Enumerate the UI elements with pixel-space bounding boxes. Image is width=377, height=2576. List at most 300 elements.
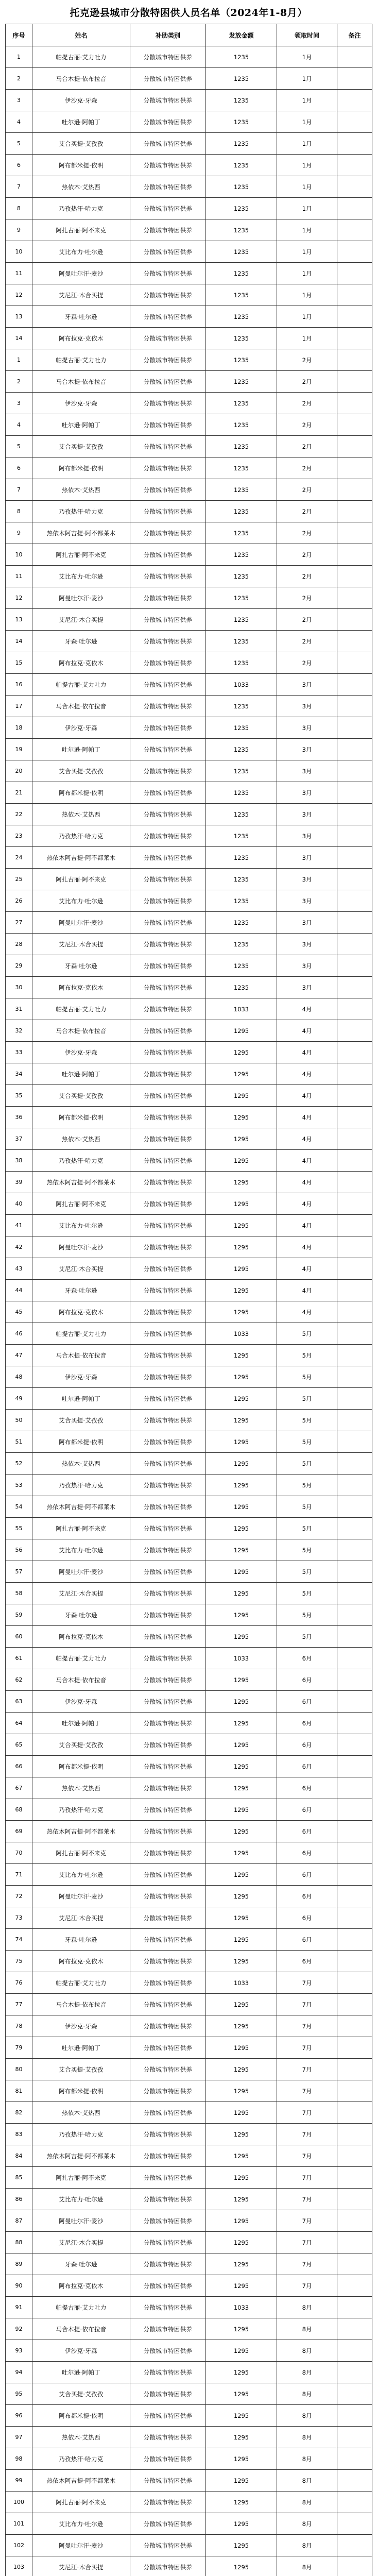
cell-remark <box>337 371 372 393</box>
cell-name: 热依木阿吉提·阿不都莱木 <box>32 2145 130 2167</box>
cell-index: 89 <box>6 2253 32 2275</box>
cell-name: 吐尔逊·阿帕丁 <box>32 1388 130 1410</box>
cell-index: 2 <box>6 68 32 90</box>
cell-month: 1月 <box>277 241 337 263</box>
table-row <box>6 2340 372 2362</box>
cell-index: 50 <box>6 1410 32 1431</box>
cell-name: 艾尼江·木合买提 <box>32 1258 130 1280</box>
cell-category: 分散城市特困供养 <box>130 1756 206 1777</box>
cell-name: 艾合买提·艾孜孜 <box>32 2059 130 2080</box>
cell-month: 8月 <box>277 2318 337 2340</box>
cell-index: 77 <box>6 1994 32 2015</box>
table-row <box>6 544 372 566</box>
cell-name: 马合木提·依布拉音 <box>32 1994 130 2015</box>
cell-index: 90 <box>6 2275 32 2297</box>
cell-remark <box>337 1756 372 1777</box>
cell-month: 6月 <box>277 1929 337 1951</box>
table-row <box>6 1193 372 1215</box>
cell-remark <box>337 717 372 739</box>
cell-index: 51 <box>6 1431 32 1453</box>
table-row <box>6 371 372 393</box>
cell-month: 7月 <box>277 2275 337 2297</box>
cell-remark <box>337 1864 372 1886</box>
cell-month: 2月 <box>277 457 337 479</box>
cell-remark <box>337 263 372 284</box>
cell-amount: 1295 <box>206 2037 277 2059</box>
table-row <box>6 2405 372 2427</box>
cell-name: 阿布拉克·克依木 <box>32 2275 130 2297</box>
cell-index: 65 <box>6 1734 32 1756</box>
table-row <box>6 1626 372 1648</box>
cell-remark <box>337 133 372 155</box>
cell-remark <box>337 587 372 609</box>
cell-amount: 1295 <box>206 1777 277 1799</box>
cell-amount: 1295 <box>206 2059 277 2080</box>
cell-category: 分散城市特困供养 <box>130 263 206 284</box>
cell-index: 63 <box>6 1691 32 1713</box>
cell-month: 2月 <box>277 609 337 631</box>
cell-index: 17 <box>6 696 32 717</box>
cell-month: 5月 <box>277 1323 337 1345</box>
cell-category: 分散城市特困供养 <box>130 522 206 544</box>
table-body <box>6 46 372 2576</box>
cell-name: 马合木提·依布拉音 <box>32 1020 130 1042</box>
cell-remark <box>337 306 372 328</box>
table-row <box>6 1280 372 1301</box>
cell-name: 艾比布力·吐尔逊 <box>32 890 130 912</box>
cell-remark <box>337 804 372 825</box>
cell-index: 29 <box>6 955 32 977</box>
table-row <box>6 566 372 587</box>
cell-month: 6月 <box>277 1669 337 1691</box>
cell-index: 68 <box>6 1799 32 1821</box>
cell-index: 7 <box>6 176 32 198</box>
cell-month: 4月 <box>277 1215 337 1236</box>
cell-index: 4 <box>6 414 32 436</box>
table-row <box>6 652 372 674</box>
cell-category: 分散城市特困供养 <box>130 1604 206 1626</box>
cell-amount: 1295 <box>206 2275 277 2297</box>
cell-remark <box>337 479 372 501</box>
cell-name: 阿扎古丽·阿不来克 <box>32 1518 130 1539</box>
table-row <box>6 825 372 847</box>
cell-name: 帕提古丽·艾力吐力 <box>32 46 130 68</box>
cell-amount: 1295 <box>206 2015 277 2037</box>
cell-category: 分散城市特困供养 <box>130 1691 206 1713</box>
cell-remark <box>337 631 372 652</box>
cell-name: 艾尼江·木合买提 <box>32 2556 130 2576</box>
cell-category: 分散城市特困供养 <box>130 1951 206 1972</box>
cell-remark <box>337 1907 372 1929</box>
cell-name: 阿布拉克·克依木 <box>32 977 130 998</box>
cell-index: 15 <box>6 652 32 674</box>
cell-index: 11 <box>6 566 32 587</box>
cell-index: 101 <box>6 2513 32 2535</box>
cell-month: 8月 <box>277 2405 337 2427</box>
cell-amount: 1295 <box>206 2080 277 2102</box>
table-row <box>6 46 372 68</box>
cell-amount: 1295 <box>206 1128 277 1150</box>
table-row <box>6 1842 372 1864</box>
table-row <box>6 1539 372 1561</box>
cell-amount: 1235 <box>206 263 277 284</box>
cell-remark <box>337 1648 372 1669</box>
cell-month: 4月 <box>277 1301 337 1323</box>
cell-remark <box>337 1301 372 1323</box>
cell-remark <box>337 1085 372 1107</box>
table-row <box>6 2145 372 2167</box>
cell-month: 2月 <box>277 587 337 609</box>
cell-category: 分散城市特困供养 <box>130 2470 206 2492</box>
cell-category: 分散城市特困供养 <box>130 2535 206 2556</box>
table-row <box>6 1301 372 1323</box>
cell-index: 20 <box>6 760 32 782</box>
cell-index: 27 <box>6 912 32 934</box>
cell-amount: 1033 <box>206 1648 277 1669</box>
cell-name: 艾合买提·艾孜孜 <box>32 1085 130 1107</box>
cell-category: 分散城市特困供养 <box>130 1258 206 1280</box>
cell-amount: 1295 <box>206 1150 277 1172</box>
cell-index: 5 <box>6 436 32 457</box>
column-header-category: 补助类别 <box>130 24 206 46</box>
cell-name: 乃孜热汗·哈力克 <box>32 198 130 219</box>
table-row <box>6 696 372 717</box>
cell-name: 热依木阿吉提·阿不都莱木 <box>32 2470 130 2492</box>
cell-name: 阿曼吐尔汗·麦沙 <box>32 2210 130 2232</box>
cell-index: 67 <box>6 1777 32 1799</box>
cell-index: 33 <box>6 1042 32 1063</box>
cell-index: 71 <box>6 1864 32 1886</box>
cell-category: 分散城市特困供养 <box>130 349 206 371</box>
cell-category: 分散城市特困供养 <box>130 652 206 674</box>
cell-amount: 1295 <box>206 1215 277 1236</box>
cell-name: 阿布拉克·克依木 <box>32 1626 130 1648</box>
cell-category: 分散城市特困供养 <box>130 1388 206 1410</box>
cell-amount: 1295 <box>206 1258 277 1280</box>
cell-remark <box>337 2383 372 2405</box>
cell-month: 5月 <box>277 1475 337 1496</box>
cell-category: 分散城市特困供养 <box>130 1842 206 1864</box>
cell-amount: 1235 <box>206 90 277 111</box>
table-row <box>6 1518 372 1539</box>
cell-category: 分散城市特困供养 <box>130 2405 206 2427</box>
table-row <box>6 1107 372 1128</box>
cell-remark <box>337 1842 372 1864</box>
table-row <box>6 2275 372 2297</box>
cell-index: 13 <box>6 609 32 631</box>
table-row <box>6 1323 372 1345</box>
cell-amount: 1235 <box>206 457 277 479</box>
cell-category: 分散城市特困供养 <box>130 155 206 176</box>
cell-remark <box>337 1063 372 1085</box>
cell-index: 49 <box>6 1388 32 1410</box>
cell-index: 98 <box>6 2448 32 2470</box>
cell-month: 4月 <box>277 1236 337 1258</box>
cell-category: 分散城市特困供养 <box>130 1063 206 1085</box>
cell-name: 伊沙克·牙森 <box>32 1042 130 1063</box>
table-row <box>6 717 372 739</box>
cell-month: 3月 <box>277 955 337 977</box>
cell-month: 2月 <box>277 436 337 457</box>
table-row <box>6 674 372 696</box>
cell-category: 分散城市特困供养 <box>130 241 206 263</box>
cell-remark <box>337 1150 372 1172</box>
cell-remark <box>337 1994 372 2015</box>
cell-name: 艾合买提·艾孜孜 <box>32 436 130 457</box>
cell-name: 阿扎古丽·阿不来克 <box>32 219 130 241</box>
table-row <box>6 1886 372 1907</box>
cell-amount: 1295 <box>206 2253 277 2275</box>
cell-amount: 1033 <box>206 674 277 696</box>
cell-category: 分散城市特困供养 <box>130 1280 206 1301</box>
table-row <box>6 241 372 263</box>
table-row <box>6 782 372 804</box>
cell-amount: 1295 <box>206 1583 277 1604</box>
table-row <box>6 1215 372 1236</box>
cell-amount: 1295 <box>206 1713 277 1734</box>
cell-name: 帕提古丽·艾力吐力 <box>32 1648 130 1669</box>
cell-month: 2月 <box>277 349 337 371</box>
cell-amount: 1295 <box>206 2102 277 2124</box>
cell-category: 分散城市特困供养 <box>130 501 206 522</box>
cell-amount: 1295 <box>206 1799 277 1821</box>
cell-remark <box>337 2427 372 2448</box>
cell-amount: 1235 <box>206 371 277 393</box>
cell-remark <box>337 544 372 566</box>
cell-index: 26 <box>6 890 32 912</box>
cell-category: 分散城市特困供养 <box>130 1929 206 1951</box>
cell-name: 阿布都米提·依明 <box>32 155 130 176</box>
cell-month: 2月 <box>277 393 337 414</box>
cell-index: 6 <box>6 155 32 176</box>
cell-name: 阿曼吐尔汗·麦沙 <box>32 1236 130 1258</box>
cell-remark <box>337 2405 372 2427</box>
cell-index: 86 <box>6 2189 32 2210</box>
table-row <box>6 436 372 457</box>
table-row <box>6 2297 372 2318</box>
cell-name: 阿扎古丽·阿不来克 <box>32 1193 130 1215</box>
cell-month: 7月 <box>277 2145 337 2167</box>
column-header-month: 领取时间 <box>277 24 337 46</box>
cell-index: 52 <box>6 1453 32 1475</box>
cell-remark <box>337 111 372 133</box>
cell-month: 3月 <box>277 696 337 717</box>
cell-amount: 1235 <box>206 219 277 241</box>
cell-name: 伊沙克·牙森 <box>32 393 130 414</box>
cell-amount: 1295 <box>206 1539 277 1561</box>
cell-name: 艾比布力·吐尔逊 <box>32 241 130 263</box>
cell-remark <box>337 284 372 306</box>
cell-category: 分散城市特困供养 <box>130 1085 206 1107</box>
cell-month: 7月 <box>277 2253 337 2275</box>
cell-remark <box>337 1453 372 1475</box>
column-header-name: 姓名 <box>32 24 130 46</box>
cell-remark <box>337 1734 372 1756</box>
cell-month: 1月 <box>277 284 337 306</box>
cell-name: 马合木提·依布拉音 <box>32 2318 130 2340</box>
table-row <box>6 1496 372 1518</box>
cell-month: 5月 <box>277 1410 337 1431</box>
cell-category: 分散城市特困供养 <box>130 782 206 804</box>
table-row <box>6 1063 372 1085</box>
cell-index: 95 <box>6 2383 32 2405</box>
cell-month: 7月 <box>277 1972 337 1994</box>
cell-remark <box>337 1626 372 1648</box>
cell-amount: 1235 <box>206 176 277 198</box>
cell-name: 阿布都米提·依明 <box>32 2080 130 2102</box>
cell-remark <box>337 2124 372 2145</box>
table-row <box>6 306 372 328</box>
cell-name: 热依木·艾热西 <box>32 1453 130 1475</box>
cell-amount: 1295 <box>206 2210 277 2232</box>
cell-category: 分散城市特困供养 <box>130 2189 206 2210</box>
cell-category: 分散城市特困供养 <box>130 1323 206 1345</box>
cell-month: 1月 <box>277 90 337 111</box>
cell-category: 分散城市特困供养 <box>130 198 206 219</box>
cell-index: 46 <box>6 1323 32 1345</box>
cell-index: 58 <box>6 1583 32 1604</box>
cell-remark <box>337 2102 372 2124</box>
table-row <box>6 2492 372 2513</box>
cell-name: 吐尔逊·阿帕丁 <box>32 414 130 436</box>
table-row <box>6 2253 372 2275</box>
cell-remark <box>337 2340 372 2362</box>
cell-index: 64 <box>6 1713 32 1734</box>
cell-amount: 1235 <box>206 825 277 847</box>
cell-month: 5月 <box>277 1583 337 1604</box>
cell-remark <box>337 219 372 241</box>
cell-index: 25 <box>6 869 32 890</box>
cell-remark <box>337 1583 372 1604</box>
cell-name: 热依木·艾热西 <box>32 804 130 825</box>
cell-index: 30 <box>6 977 32 998</box>
table-row <box>6 1583 372 1604</box>
cell-category: 分散城市特困供养 <box>130 2275 206 2297</box>
cell-remark <box>337 2362 372 2383</box>
cell-amount: 1295 <box>206 2492 277 2513</box>
cell-index: 40 <box>6 1193 32 1215</box>
cell-index: 74 <box>6 1929 32 1951</box>
cell-amount: 1235 <box>206 631 277 652</box>
cell-name: 伊沙克·牙森 <box>32 90 130 111</box>
table-row <box>6 1561 372 1583</box>
cell-index: 100 <box>6 2492 32 2513</box>
cell-amount: 1235 <box>206 760 277 782</box>
table-row <box>6 1799 372 1821</box>
cell-amount: 1295 <box>206 1864 277 1886</box>
cell-remark <box>337 1020 372 1042</box>
cell-category: 分散城市特困供养 <box>130 977 206 998</box>
cell-name: 阿曼吐尔汗·麦沙 <box>32 2535 130 2556</box>
cell-amount: 1295 <box>206 1604 277 1626</box>
table-row <box>6 1669 372 1691</box>
cell-remark <box>337 696 372 717</box>
cell-month: 5月 <box>277 1366 337 1388</box>
cell-category: 分散城市特困供养 <box>130 2513 206 2535</box>
cell-index: 97 <box>6 2427 32 2448</box>
cell-amount: 1235 <box>206 804 277 825</box>
cell-remark <box>337 414 372 436</box>
cell-amount: 1295 <box>206 1366 277 1388</box>
cell-amount: 1235 <box>206 393 277 414</box>
cell-name: 阿布都米提·依明 <box>32 1107 130 1128</box>
cell-category: 分散城市特困供养 <box>130 2383 206 2405</box>
cell-category: 分散城市特困供养 <box>130 1734 206 1756</box>
cell-amount: 1295 <box>206 1020 277 1042</box>
column-header-index: 序号 <box>6 24 32 46</box>
table-row <box>6 479 372 501</box>
table-row <box>6 760 372 782</box>
cell-amount: 1295 <box>206 1042 277 1063</box>
cell-index: 59 <box>6 1604 32 1626</box>
cell-amount: 1235 <box>206 306 277 328</box>
cell-amount: 1295 <box>206 2340 277 2362</box>
cell-name: 乃孜热汗·哈力克 <box>32 825 130 847</box>
cell-remark <box>337 1172 372 1193</box>
cell-remark <box>337 2015 372 2037</box>
cell-remark <box>337 2535 372 2556</box>
cell-amount: 1295 <box>206 1410 277 1431</box>
cell-month: 1月 <box>277 111 337 133</box>
cell-amount: 1235 <box>206 955 277 977</box>
table-row <box>6 1388 372 1410</box>
cell-index: 69 <box>6 1821 32 1842</box>
cell-month: 2月 <box>277 631 337 652</box>
cell-amount: 1295 <box>206 1691 277 1713</box>
table-row <box>6 284 372 306</box>
cell-amount: 1295 <box>206 1453 277 1475</box>
table-row <box>6 1821 372 1842</box>
cell-month: 4月 <box>277 1193 337 1215</box>
cell-index: 83 <box>6 2124 32 2145</box>
cell-month: 3月 <box>277 934 337 955</box>
table-row <box>6 1128 372 1150</box>
cell-category: 分散城市特困供养 <box>130 566 206 587</box>
cell-category: 分散城市特困供养 <box>130 934 206 955</box>
table-row <box>6 198 372 219</box>
cell-month: 6月 <box>277 1842 337 1864</box>
table-row <box>6 1777 372 1799</box>
cell-month: 6月 <box>277 1886 337 1907</box>
cell-month: 8月 <box>277 2535 337 2556</box>
cell-category: 分散城市特困供养 <box>130 825 206 847</box>
cell-month: 4月 <box>277 1020 337 1042</box>
cell-month: 8月 <box>277 2297 337 2318</box>
cell-amount: 1295 <box>206 1475 277 1496</box>
cell-remark <box>337 869 372 890</box>
cell-category: 分散城市特困供养 <box>130 1518 206 1539</box>
cell-name: 牙森·吐尔逊 <box>32 2253 130 2275</box>
cell-month: 2月 <box>277 522 337 544</box>
cell-amount: 1295 <box>206 2513 277 2535</box>
cell-month: 1月 <box>277 219 337 241</box>
table-row <box>6 2037 372 2059</box>
cell-index: 37 <box>6 1128 32 1150</box>
cell-amount: 1235 <box>206 934 277 955</box>
cell-amount: 1235 <box>206 566 277 587</box>
cell-month: 1月 <box>277 328 337 349</box>
cell-month: 5月 <box>277 1518 337 1539</box>
cell-index: 56 <box>6 1539 32 1561</box>
cell-remark <box>337 998 372 1020</box>
table-row <box>6 2383 372 2405</box>
cell-category: 分散城市特困供养 <box>130 2037 206 2059</box>
cell-name: 伊沙克·牙森 <box>32 2015 130 2037</box>
cell-month: 6月 <box>277 1821 337 1842</box>
cell-name: 阿曼吐尔汗·麦沙 <box>32 1886 130 1907</box>
cell-amount: 1235 <box>206 912 277 934</box>
cell-name: 乃孜热汗·哈力克 <box>32 1150 130 1172</box>
